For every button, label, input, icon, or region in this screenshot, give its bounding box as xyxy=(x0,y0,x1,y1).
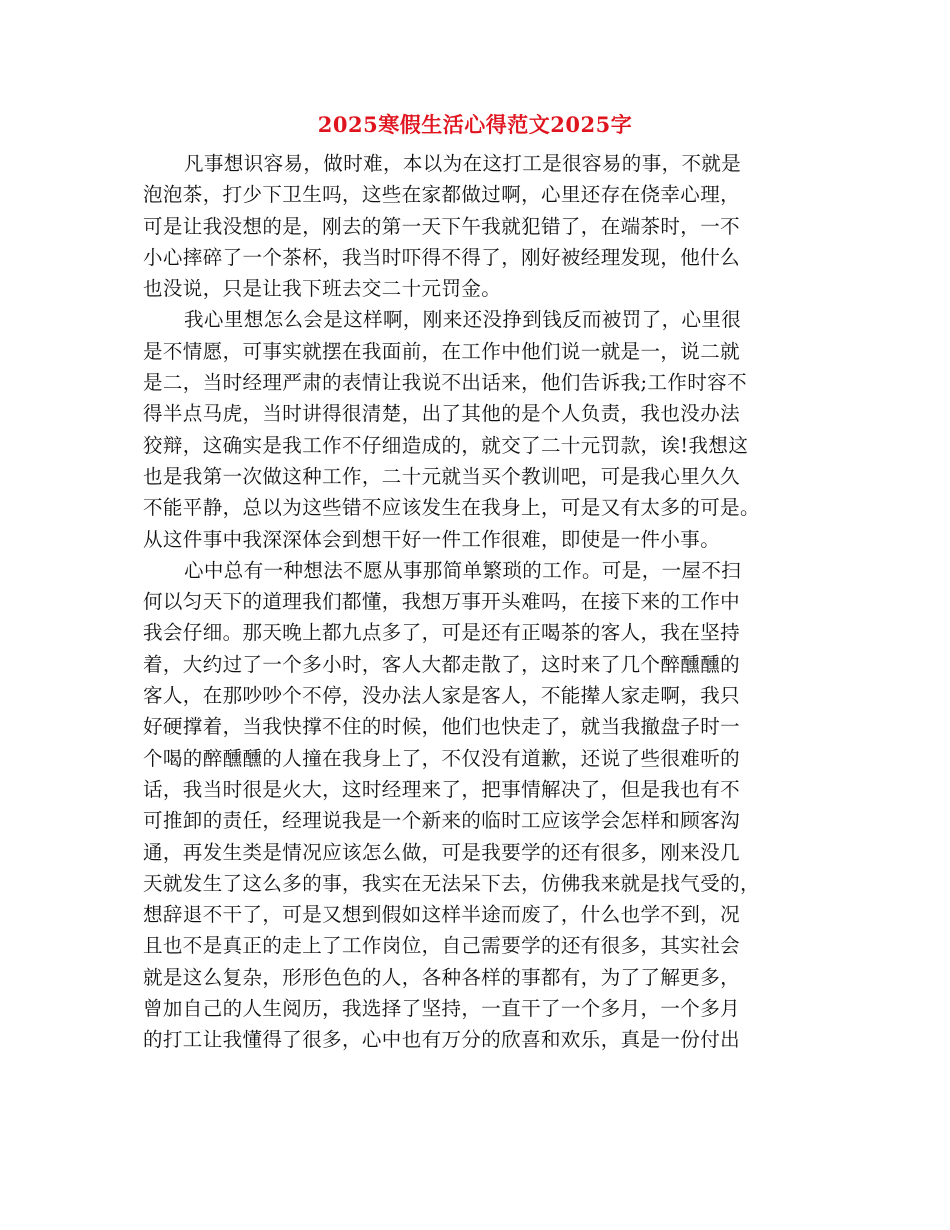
text-line: 且也不是真正的走上了工作岗位，自己需要学的还有很多，其实社会 xyxy=(143,934,741,958)
document-body xyxy=(143,148,807,1056)
text-line: 凡事想识容易，做时难，本以为在这打工是很容易的事，不就是 xyxy=(184,152,742,175)
text-line: 个喝的醉醺醺的人撞在我身上了，不仅没有道歉，还说了些很难听的 xyxy=(143,746,741,770)
text-line: 何以匀天下的道理我们都懂，我想万事开头难吗，在接下来的工作中 xyxy=(143,590,741,614)
text-line: 通，再发生类是情况应该怎么做，可是我要学的还有很多，刚来没几 xyxy=(143,840,741,864)
text-line: 也没说，只是让我下班去交二十元罚金。 xyxy=(143,277,502,301)
text-line: 话，我当时很是火大，这时经理来了，把事情解决了，但是我也有不 xyxy=(143,777,741,801)
text-line: 得半点马虎，当时讲得很清楚，出了其他的是个人负责，我也没办法 xyxy=(143,402,741,426)
text-line: 狡辩，这确实是我工作不仔细造成的，就交了二十元罚款，诶!我想这 xyxy=(143,433,749,457)
text-line: 的打工让我懂得了很多，心中也有万分的欣喜和欢乐，真是一份付出 xyxy=(143,1028,741,1052)
text-line: 就是这么复杂，形形色色的人，各种各样的事都有，为了了解更多， xyxy=(143,965,741,989)
text-line: 不能平静，总以为这些错不应该发生在我身上，可是又有太多的可是。 xyxy=(143,496,760,520)
text-line: 着，大约过了一个多小时，客人大都走散了，这时来了几个醉醺醺的 xyxy=(143,652,741,676)
text-line: 可推卸的责任，经理说我是一个新来的临时工应该学会怎样和顾客沟 xyxy=(143,809,741,833)
text-line: 我心里想怎么会是这样啊，刚来还没挣到钱反而被罚了，心里很 xyxy=(184,308,742,332)
text-line: 是二，当时经理严肃的表情让我说不出话来，他们告诉我;工作时容不 xyxy=(143,371,747,395)
document-title: 2025寒假生活心得范文2025字 xyxy=(317,112,633,137)
text-line: 曾加自己的人生阅历，我选择了坚持，一直干了一个多月，一个多月 xyxy=(143,997,741,1021)
text-line: 天就发生了这么多的事，我实在无法呆下去，仿佛我来就是找气受的， xyxy=(143,871,760,895)
text-line: 客人，在那吵吵个不停，没办法人家是客人，不能撵人家走啊，我只 xyxy=(143,684,741,708)
text-line: 我会仔细。那天晚上都九点多了，可是还有正喝茶的客人，我在坚持 xyxy=(143,621,741,645)
text-line: 是不情愿，可事实就摆在我面前，在工作中他们说一就是一，说二就 xyxy=(143,339,741,363)
text-line: 心中总有一种想法不愿从事那简单繁琐的工作。可是，一屋不扫 xyxy=(184,558,742,582)
text-line: 泡泡茶，打少下卫生吗，这些在家都做过啊，心里还存在侥幸心理， xyxy=(143,183,741,207)
text-line: 也是我第一次做这种工作，二十元就当买个教训吧，可是我心里久久 xyxy=(143,464,741,488)
text-line: 可是让我没想的是，刚去的第一天下午我就犯错了，在端茶时，一不 xyxy=(143,214,741,238)
text-line: 小心摔碎了一个茶杯，我当时吓得不得了，刚好被经理发现，他什么 xyxy=(143,245,741,269)
text-line: 从这件事中我深深体会到想干好一件工作很难，即使是一件小事。 xyxy=(143,527,721,551)
text-line: 想辞退不干了，可是又想到假如这样半途而废了，什么也学不到，况 xyxy=(143,903,741,927)
text-line: 好硬撑着，当我快撑不住的时候，他们也快走了，就当我撤盘子时一 xyxy=(143,715,741,739)
